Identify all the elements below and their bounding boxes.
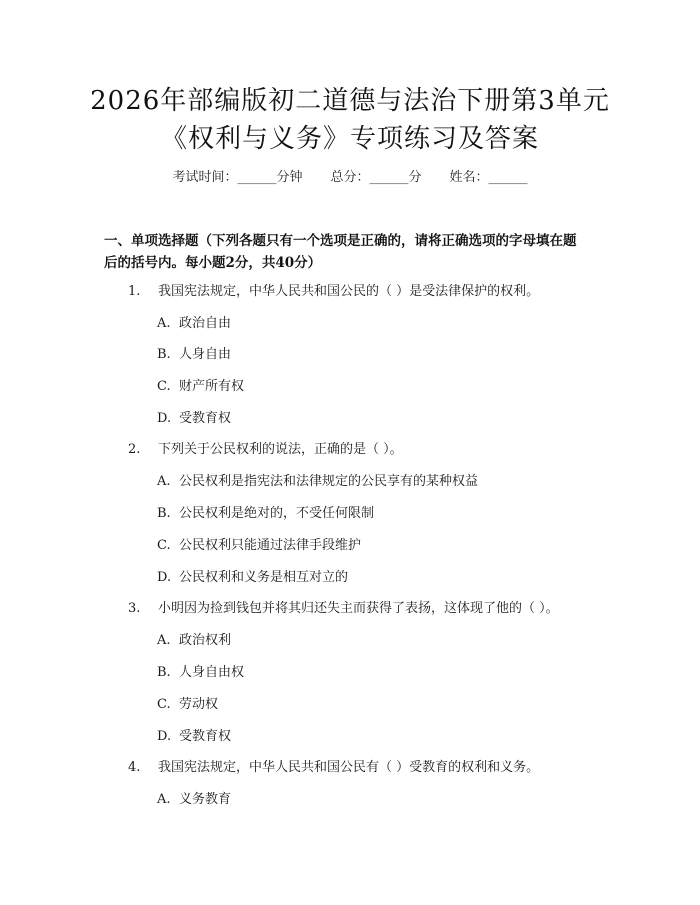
question-number: 1. [128, 284, 141, 299]
option-letter: D. [157, 570, 172, 585]
option-text: 公民权利是绝对的，不受任何限制 [179, 506, 375, 521]
option-item [157, 663, 597, 683]
question-number: 2. [128, 442, 141, 457]
section-heading [104, 230, 604, 274]
option-item [157, 314, 597, 334]
option-letter: D. [157, 729, 172, 744]
option-text: 受教育权 [179, 729, 232, 744]
option-letter: B. [157, 665, 171, 680]
question-stem [128, 282, 608, 302]
option-text: 人身自由权 [179, 665, 245, 680]
option-text: 受教育权 [179, 411, 232, 426]
question-number: 3. [128, 601, 141, 616]
question-text: 小明因为捡到钱包并将其归还失主而获得了表扬，这体现了他的（ ）。 [158, 601, 559, 616]
option-item [157, 536, 597, 556]
option-letter: B. [157, 347, 171, 362]
option-item [157, 727, 597, 747]
option-letter: A. [157, 316, 171, 331]
option-item [157, 504, 597, 524]
option-item [157, 631, 597, 651]
option-letter: A. [157, 792, 171, 807]
exam-time-label: 考试时间：______分钟 [172, 170, 303, 185]
question-stem [128, 758, 608, 778]
question-text: 下列关于公民权利的说法，正确的是（ ）。 [158, 442, 403, 457]
option-letter: A. [157, 633, 171, 648]
option-letter: B. [157, 506, 171, 521]
document-title-line2: 《权利与义务》专项练习及答案 [160, 124, 539, 154]
option-item [157, 345, 597, 365]
question-text: 我国宪法规定，中华人民共和国公民的（ ）是受法律保护的权利。 [158, 284, 540, 299]
question-number: 4. [128, 760, 141, 775]
option-text: 公民权利只能通过法律手段维护 [179, 538, 362, 553]
section-heading-line2: 后的括号内。每小题2分，共40分） [104, 255, 322, 271]
option-text: 义务教育 [179, 792, 232, 807]
option-letter: C. [157, 538, 171, 553]
option-text: 公民权利和义务是相互对立的 [179, 570, 349, 585]
student-name-label: 姓名：______ [449, 170, 528, 185]
option-text: 政治自由 [179, 316, 232, 331]
option-text: 财产所有权 [179, 379, 245, 394]
option-item [157, 695, 597, 715]
option-text: 劳动权 [179, 697, 219, 712]
option-item [157, 409, 597, 429]
total-score-label: 总分：______分 [330, 170, 422, 185]
option-letter: C. [157, 697, 171, 712]
section-heading-line1: 一、单项选择题（下列各题只有一个选项是正确的，请将正确选项的字母填在题 [104, 233, 577, 249]
option-text: 公民权利是指宪法和法律规定的公民享有的某种权益 [179, 474, 479, 489]
option-letter: A. [157, 474, 171, 489]
option-item [157, 790, 597, 810]
option-item [157, 568, 597, 588]
option-item [157, 472, 597, 492]
option-item [157, 377, 597, 397]
option-letter: D. [157, 411, 172, 426]
document-title-line1: 2026年部编版初二道德与法治下册第3单元 [90, 86, 610, 116]
option-text: 政治权利 [179, 633, 232, 648]
exam-meta [0, 168, 700, 188]
option-text: 人身自由 [179, 347, 232, 362]
question-text: 我国宪法规定，中华人民共和国公民有（ ）受教育的权利和义务。 [158, 760, 540, 775]
question-stem [128, 599, 608, 619]
option-letter: C. [157, 379, 171, 394]
question-stem [128, 440, 608, 460]
